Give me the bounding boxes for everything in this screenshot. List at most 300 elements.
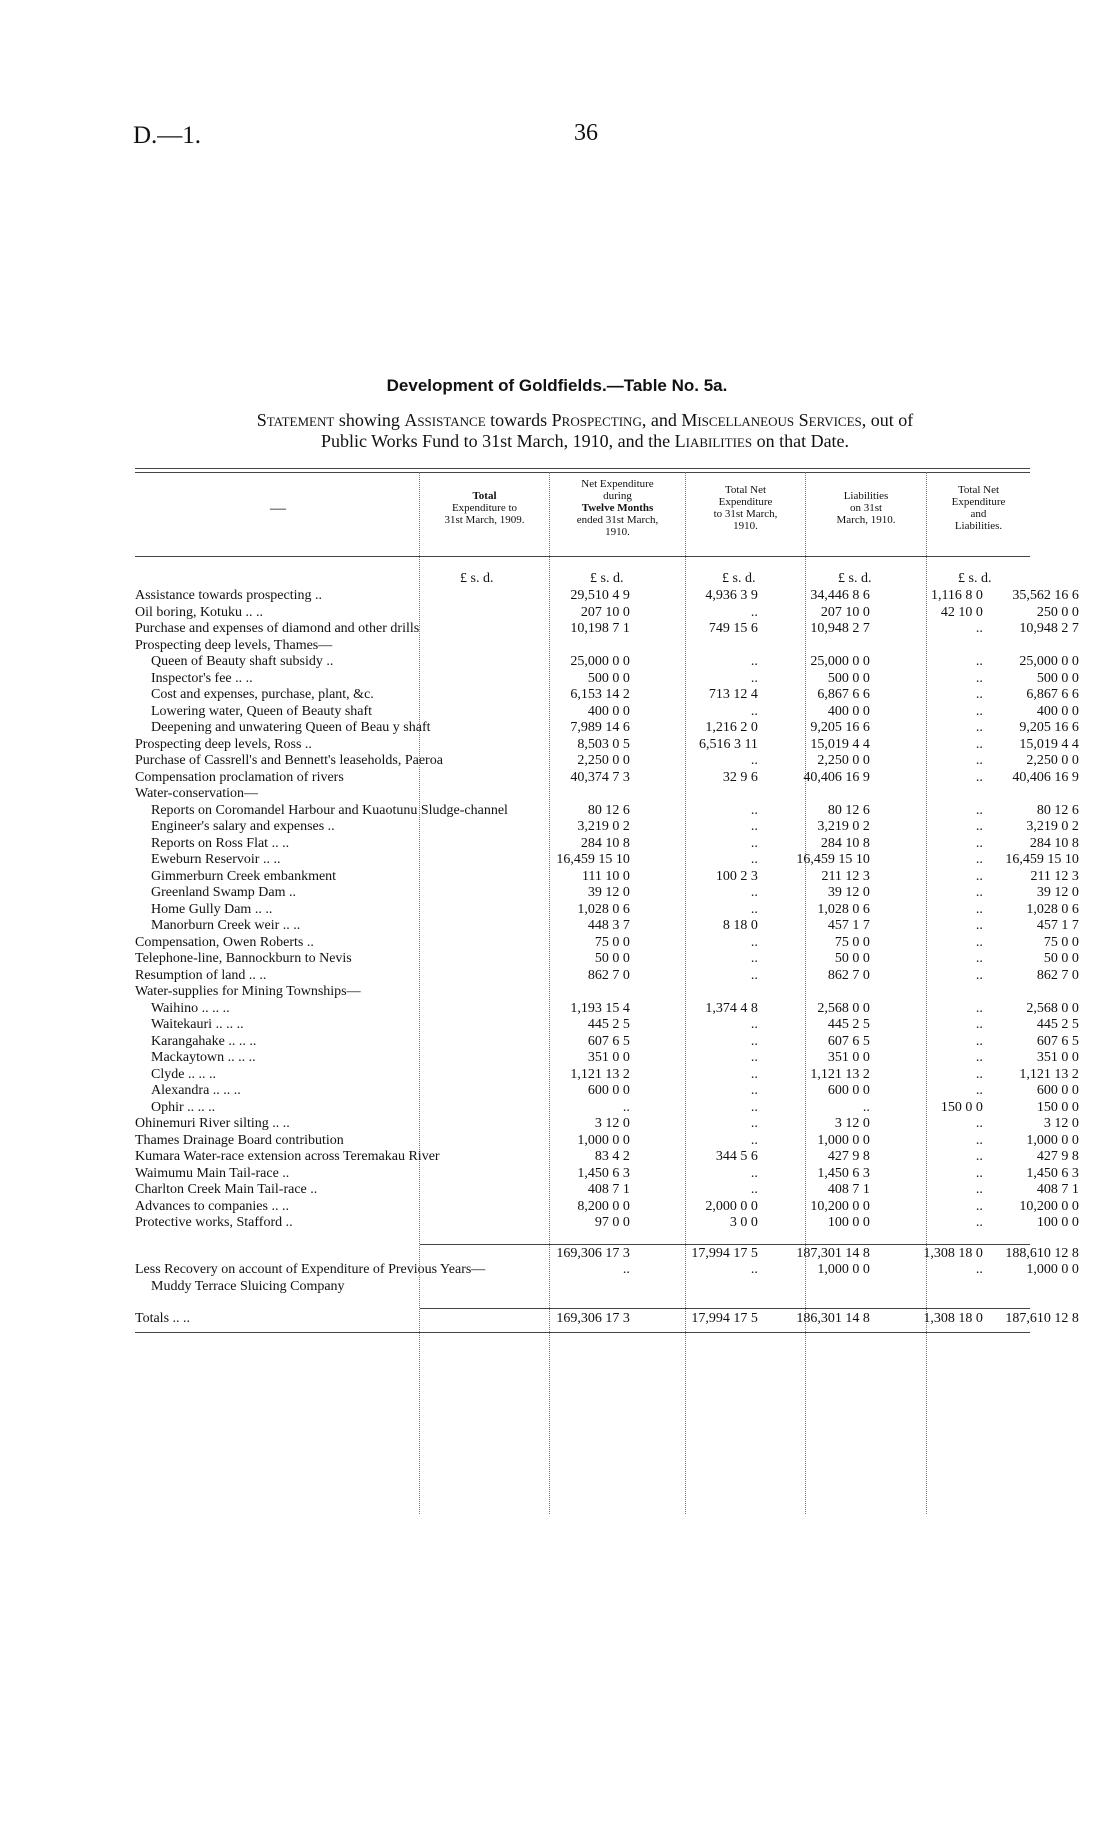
row-label bbox=[135, 1309, 508, 1328]
row-label bbox=[135, 951, 508, 968]
cell-c3: 1,121 13 2 bbox=[810, 1066, 870, 1082]
table-row bbox=[135, 1166, 1079, 1183]
header-col5-b: Expenditure bbox=[951, 496, 1006, 508]
row-label-text: Reports on Coromandel Harbour and Kuaotunu Sludge-channel bbox=[151, 802, 508, 818]
cell-c4: .. bbox=[975, 1198, 983, 1214]
cell-c4: .. bbox=[975, 835, 983, 851]
cell-c2 bbox=[630, 984, 758, 1001]
cell-c1: 169,306 17 3 bbox=[556, 1245, 630, 1261]
subtotal-rule bbox=[420, 1244, 1030, 1245]
header-col2-a: Net Expenditure bbox=[581, 478, 654, 490]
spacer-row bbox=[135, 1295, 1079, 1309]
table-row bbox=[135, 902, 1079, 919]
table-row bbox=[135, 1133, 1079, 1150]
cell-c4: .. bbox=[975, 1066, 983, 1082]
row-label-text: Thames Drainage Board contribution bbox=[135, 1132, 344, 1148]
cell-c4: .. bbox=[975, 1182, 983, 1197]
table-row bbox=[135, 753, 1079, 770]
row-label-text: Waihino .. .. .. bbox=[151, 1000, 230, 1016]
cell-c1 bbox=[508, 786, 630, 803]
table-row bbox=[135, 1215, 1079, 1232]
cell-c5 bbox=[983, 786, 1079, 803]
cell-c1: 83 4 2 bbox=[594, 1149, 630, 1164]
row-label bbox=[135, 638, 508, 655]
cell-c3: 25,000 0 0 bbox=[810, 654, 870, 669]
cell-c1: 7,989 14 6 bbox=[570, 720, 630, 735]
cell-c2: 17,994 17 5 bbox=[691, 1311, 758, 1326]
row-label-text: Manorburn Creek weir .. .. bbox=[151, 918, 301, 933]
row-label-text: Ophir .. .. .. bbox=[151, 1099, 216, 1115]
cell-c3: 40,406 16 9 bbox=[803, 769, 870, 785]
cell-c4: .. bbox=[975, 934, 983, 950]
cell-c3: 34,446 8 6 bbox=[810, 588, 870, 603]
row-label-text: Totals .. .. bbox=[135, 1311, 191, 1326]
cell-c1: 400 0 0 bbox=[587, 703, 630, 719]
cell-c5: 9,205 16 6 bbox=[1019, 720, 1079, 735]
table-row bbox=[135, 1199, 1079, 1216]
cell-c1: 97 0 0 bbox=[594, 1215, 630, 1230]
cell-c4: .. bbox=[975, 621, 983, 636]
cell-c1: 445 2 5 bbox=[587, 1017, 630, 1032]
header-col3-c: to 31st March, bbox=[713, 508, 778, 520]
row-label bbox=[135, 819, 508, 836]
cell-c3: 3,219 0 2 bbox=[817, 819, 870, 834]
row-label bbox=[135, 1133, 508, 1150]
row-label bbox=[135, 984, 508, 1001]
cell-c5: 211 12 3 bbox=[1030, 868, 1079, 884]
cell-c1 bbox=[508, 984, 630, 1001]
header-col5-a: Total Net bbox=[957, 484, 1000, 496]
table-row bbox=[135, 1246, 1079, 1263]
cell-c3: .. bbox=[862, 1099, 870, 1115]
cell-c4: .. bbox=[975, 769, 983, 785]
row-label-text: Deepening and unwatering Queen of Beau y shaft bbox=[151, 720, 431, 735]
bottom-rule bbox=[135, 1332, 1030, 1333]
cell-c2: 1,216 2 0 bbox=[705, 720, 758, 735]
cell-c1: 351 0 0 bbox=[587, 1050, 630, 1065]
row-label bbox=[135, 720, 508, 737]
cell-c3: 1,000 0 0 bbox=[817, 1262, 870, 1277]
cell-c3: 607 6 5 bbox=[827, 1033, 870, 1049]
cell-c4: .. bbox=[975, 753, 983, 768]
cell-c3: 10,948 2 7 bbox=[810, 621, 870, 636]
cell-c4: .. bbox=[975, 1149, 983, 1164]
units-col1: £ s. d. bbox=[460, 571, 494, 586]
row-label-text: Telephone-line, Bannockburn to Nevis bbox=[135, 951, 352, 966]
header-col3-d: 1910. bbox=[733, 520, 758, 532]
row-label bbox=[135, 770, 508, 787]
cell-c2: 32 9 6 bbox=[722, 769, 758, 785]
cell-c4: 1,308 18 0 bbox=[923, 1311, 983, 1326]
cell-c1: .. bbox=[622, 1099, 630, 1115]
table-row bbox=[135, 1100, 1079, 1117]
cell-c1: 10,198 7 1 bbox=[570, 621, 630, 636]
row-label-text: Mackaytown .. .. .. bbox=[151, 1050, 256, 1065]
row-label-text: Water-conservation— bbox=[135, 786, 258, 801]
row-label bbox=[135, 918, 508, 935]
cell-c2: .. bbox=[750, 1050, 758, 1065]
cell-c3: 351 0 0 bbox=[827, 1050, 870, 1065]
table-row bbox=[135, 1017, 1079, 1034]
row-label-text: Waitekauri .. .. .. bbox=[151, 1017, 244, 1032]
header-col4-c: March, 1910. bbox=[836, 514, 896, 526]
cell-c1: 75 0 0 bbox=[594, 934, 630, 950]
row-label bbox=[135, 588, 508, 605]
row-label-text: Queen of Beauty shaft subsidy .. bbox=[151, 654, 334, 669]
cell-c2: .. bbox=[750, 604, 758, 620]
row-label bbox=[135, 1149, 508, 1166]
row-label bbox=[135, 968, 508, 985]
cell-c4: 1,116 8 0 bbox=[930, 588, 983, 603]
cell-c2: 713 12 4 bbox=[708, 687, 758, 702]
cell-c5: 188,610 12 8 bbox=[1005, 1245, 1079, 1261]
header-col1 bbox=[420, 490, 549, 526]
cell-c1: 1,450 6 3 bbox=[577, 1165, 630, 1181]
cell-c1: 29,510 4 9 bbox=[570, 588, 630, 603]
cell-c5: 10,948 2 7 bbox=[1019, 621, 1079, 636]
row-label-text-2: Muddy Terrace Sluicing Company bbox=[151, 1278, 345, 1294]
cell-c1: 1,121 13 2 bbox=[570, 1066, 630, 1082]
row-label bbox=[135, 1017, 508, 1034]
cell-c2: .. bbox=[750, 934, 758, 950]
cell-c5: 2,250 0 0 bbox=[1026, 753, 1079, 768]
cell-c4: .. bbox=[975, 1132, 983, 1148]
row-label bbox=[135, 1067, 508, 1084]
cell-c4: .. bbox=[975, 687, 983, 702]
row-label-text: Compensation proclamation of rivers bbox=[135, 769, 344, 785]
header-col4 bbox=[806, 490, 926, 526]
header-col4-b: on 31st bbox=[849, 502, 883, 514]
table-row bbox=[135, 951, 1079, 968]
table-row bbox=[135, 1182, 1079, 1199]
cell-c1: 39 12 0 bbox=[587, 885, 630, 900]
cell-c2: .. bbox=[750, 1017, 758, 1032]
spacer-cell bbox=[135, 1295, 1079, 1309]
units-col3: £ s. d. bbox=[722, 571, 756, 586]
row-label bbox=[135, 753, 508, 770]
row-label-text: Lowering water, Queen of Beauty shaft bbox=[151, 703, 373, 719]
cell-c3: 39 12 0 bbox=[827, 885, 870, 900]
cell-c2: .. bbox=[750, 1083, 758, 1098]
cell-c1: .. bbox=[622, 1262, 630, 1277]
cell-c5: 400 0 0 bbox=[1036, 703, 1079, 719]
units-col5: £ s. d. bbox=[958, 571, 992, 586]
units-col2: £ s. d. bbox=[590, 571, 624, 586]
row-label-text: Engineer's salary and expenses .. bbox=[151, 819, 335, 834]
cell-c3: 457 1 7 bbox=[827, 918, 870, 933]
cell-c5: 1,000 0 0 bbox=[1026, 1262, 1079, 1277]
table-row bbox=[135, 1034, 1079, 1051]
cell-c1: 40,374 7 3 bbox=[570, 769, 630, 785]
row-label bbox=[135, 654, 508, 671]
header-col3-b: Expenditure bbox=[718, 496, 773, 508]
cell-c1: 1,000 0 0 bbox=[577, 1132, 630, 1148]
cell-c3: 862 7 0 bbox=[827, 967, 870, 983]
cell-c3: 1,450 6 3 bbox=[817, 1165, 870, 1181]
header-col1-c: 31st March, 1909. bbox=[444, 514, 525, 526]
cell-c2: .. bbox=[750, 703, 758, 719]
header-col4-a: Liabilities bbox=[843, 490, 889, 502]
header-col2-c: Twelve Months bbox=[581, 502, 654, 514]
header-col1-a: Total bbox=[472, 490, 497, 502]
cell-c4: .. bbox=[975, 868, 983, 884]
row-label-text: Compensation, Owen Roberts .. bbox=[135, 934, 314, 950]
cell-c3: 427 9 8 bbox=[827, 1149, 870, 1164]
cell-c4: .. bbox=[975, 703, 983, 719]
cell-c3: 2,250 0 0 bbox=[817, 753, 870, 768]
cell-c1: 607 6 5 bbox=[587, 1033, 630, 1049]
cell-c3: 2,568 0 0 bbox=[817, 1000, 870, 1016]
cell-c2: .. bbox=[750, 967, 758, 983]
row-label-text: Protective works, Stafford .. bbox=[135, 1215, 293, 1230]
table-row bbox=[135, 1083, 1079, 1100]
cell-c4: .. bbox=[975, 1262, 983, 1277]
cell-c2 bbox=[630, 786, 758, 803]
cell-c3: 9,205 16 6 bbox=[810, 720, 870, 735]
table-row bbox=[135, 687, 1079, 704]
cell-c2: .. bbox=[750, 1165, 758, 1181]
cell-c5: 50 0 0 bbox=[1043, 951, 1079, 966]
cell-c3: 186,301 14 8 bbox=[796, 1311, 870, 1326]
cell-c2: .. bbox=[750, 1182, 758, 1197]
row-label bbox=[135, 935, 508, 952]
cell-c1 bbox=[508, 638, 630, 655]
expenditure-table bbox=[135, 588, 1079, 1328]
cell-c2: .. bbox=[750, 835, 758, 851]
cell-c2 bbox=[630, 638, 758, 655]
cell-c3: 100 0 0 bbox=[827, 1215, 870, 1230]
row-label-text: Waimumu Main Tail-race .. bbox=[135, 1165, 290, 1181]
row-label bbox=[135, 1034, 508, 1051]
cell-c2: .. bbox=[750, 819, 758, 834]
table-row bbox=[135, 1116, 1079, 1133]
row-label bbox=[135, 836, 508, 853]
cell-c5: 40,406 16 9 bbox=[1012, 769, 1079, 785]
cell-c4: .. bbox=[975, 654, 983, 669]
row-label bbox=[135, 1116, 508, 1133]
totals-rule bbox=[420, 1308, 1030, 1309]
table-row bbox=[135, 984, 1079, 1001]
row-label bbox=[135, 671, 508, 688]
cell-c3: 10,200 0 0 bbox=[810, 1198, 870, 1214]
row-label bbox=[135, 1246, 508, 1263]
cell-c2: 17,994 17 5 bbox=[691, 1245, 758, 1261]
table-row bbox=[135, 1309, 1079, 1328]
cell-c5: 150 0 0 bbox=[1036, 1099, 1079, 1115]
cell-c5: 25,000 0 0 bbox=[1019, 654, 1079, 669]
row-label bbox=[135, 885, 508, 902]
table-row bbox=[135, 852, 1079, 869]
cell-c1: 50 0 0 bbox=[594, 951, 630, 966]
cell-c3: 1,028 0 6 bbox=[817, 901, 870, 917]
row-label-text: Charlton Creek Main Tail-race .. bbox=[135, 1182, 318, 1197]
row-label-text: Inspector's fee .. .. bbox=[151, 670, 253, 686]
row-label-text: Kumara Water-race extension across Teremakau River bbox=[135, 1149, 440, 1164]
header-col2-d: ended 31st March, bbox=[576, 514, 659, 526]
cell-c2: .. bbox=[750, 1033, 758, 1049]
cell-c5: 445 2 5 bbox=[1036, 1017, 1079, 1032]
cell-c5: 284 10 8 bbox=[1029, 835, 1079, 851]
table-row bbox=[135, 621, 1079, 638]
cell-c5: 457 1 7 bbox=[1036, 918, 1079, 933]
top-rule bbox=[135, 468, 1030, 469]
header-blank: — bbox=[270, 500, 286, 517]
table-row bbox=[135, 1050, 1079, 1067]
row-label bbox=[135, 621, 508, 638]
cell-c4: .. bbox=[975, 1215, 983, 1230]
row-label bbox=[135, 687, 508, 704]
cell-c4: .. bbox=[975, 918, 983, 933]
cell-c4: .. bbox=[975, 1000, 983, 1016]
row-label bbox=[135, 1001, 508, 1018]
cell-c1: 111 10 0 bbox=[581, 868, 630, 884]
cell-c5: 862 7 0 bbox=[1036, 967, 1079, 983]
table-row bbox=[135, 918, 1079, 935]
row-label bbox=[135, 852, 508, 869]
cell-c4: .. bbox=[975, 852, 983, 867]
cell-c3: 211 12 3 bbox=[821, 868, 870, 884]
cell-c2: .. bbox=[750, 1066, 758, 1082]
header-col2 bbox=[550, 478, 685, 538]
page-number: 36 bbox=[574, 120, 598, 146]
cell-c2: .. bbox=[750, 802, 758, 818]
row-label bbox=[135, 1262, 508, 1295]
table-row bbox=[135, 1149, 1079, 1166]
cell-c1: 284 10 8 bbox=[580, 835, 630, 851]
cell-c5: 187,610 12 8 bbox=[1005, 1311, 1079, 1326]
row-label bbox=[135, 704, 508, 721]
top-rule-2 bbox=[135, 472, 1030, 473]
row-label bbox=[135, 1199, 508, 1216]
cell-c5: 39 12 0 bbox=[1036, 885, 1079, 900]
cell-c2: .. bbox=[750, 1262, 758, 1277]
cell-c5: 3 12 0 bbox=[1043, 1116, 1079, 1131]
cell-c2: .. bbox=[750, 753, 758, 768]
cell-c1: 80 12 6 bbox=[587, 802, 630, 818]
table-row bbox=[135, 671, 1079, 688]
cell-c3: 284 10 8 bbox=[820, 835, 870, 851]
cell-c5: 351 0 0 bbox=[1036, 1050, 1079, 1065]
units-col4: £ s. d. bbox=[838, 571, 872, 586]
header-col5-d: Liabilities. bbox=[954, 520, 1003, 532]
cell-c4 bbox=[870, 786, 983, 803]
cell-c5: 1,121 13 2 bbox=[1019, 1066, 1079, 1082]
cell-c4: .. bbox=[975, 1050, 983, 1065]
cell-c1: 6,153 14 2 bbox=[570, 687, 630, 702]
row-label bbox=[135, 737, 508, 754]
cell-c2: .. bbox=[750, 852, 758, 867]
row-label-text: Cost and expenses, purchase, plant, &c. bbox=[151, 687, 374, 702]
cell-c4: .. bbox=[975, 802, 983, 818]
table-row bbox=[135, 654, 1079, 671]
cell-c3: 80 12 6 bbox=[827, 802, 870, 818]
row-label-text: Less Recovery on account of Expenditure of Previous Years— bbox=[135, 1262, 486, 1277]
row-label-text: Karangahake .. .. .. bbox=[151, 1033, 257, 1049]
header-col5 bbox=[927, 484, 1030, 532]
cell-c5 bbox=[983, 984, 1079, 1001]
table-row bbox=[135, 770, 1079, 787]
cell-c4: 150 0 0 bbox=[940, 1099, 983, 1115]
cell-c1: 207 10 0 bbox=[580, 604, 630, 620]
cell-c1: 169,306 17 3 bbox=[556, 1311, 630, 1326]
table-row bbox=[135, 605, 1079, 622]
cell-c1: 2,250 0 0 bbox=[577, 753, 630, 768]
cell-c2: 6,516 3 11 bbox=[698, 736, 758, 752]
cell-c5: 75 0 0 bbox=[1043, 934, 1079, 950]
cell-c1: 8,200 0 0 bbox=[577, 1198, 630, 1214]
cell-c2: .. bbox=[750, 951, 758, 966]
cell-c4: .. bbox=[975, 819, 983, 834]
cell-c3: 600 0 0 bbox=[827, 1083, 870, 1098]
table-row bbox=[135, 1067, 1079, 1084]
row-label bbox=[135, 902, 508, 919]
header-col1-b: Expenditure to bbox=[451, 502, 518, 514]
row-label-text: Gimmerburn Creek embankment bbox=[151, 868, 337, 884]
row-label-text: Assistance towards prospecting .. bbox=[135, 588, 323, 603]
cell-c2: .. bbox=[750, 1132, 758, 1148]
cell-c5: 100 0 0 bbox=[1036, 1215, 1079, 1230]
cell-c5: 6,867 6 6 bbox=[1026, 687, 1079, 702]
cell-c4: .. bbox=[975, 720, 983, 735]
row-label-text: Home Gully Dam .. .. bbox=[151, 901, 273, 917]
table-row bbox=[135, 836, 1079, 853]
cell-c3: 207 10 0 bbox=[820, 604, 870, 620]
table-row bbox=[135, 704, 1079, 721]
page-reference: D.—1. bbox=[133, 122, 202, 149]
table-row bbox=[135, 737, 1079, 754]
cell-c5 bbox=[983, 638, 1079, 655]
row-label bbox=[135, 1166, 508, 1183]
cell-c5: 1,028 0 6 bbox=[1026, 901, 1079, 917]
cell-c2: .. bbox=[750, 901, 758, 917]
table-row bbox=[135, 1262, 1079, 1295]
cell-c2: 1,374 4 8 bbox=[705, 1000, 758, 1016]
cell-c4: 42 10 0 bbox=[940, 604, 983, 620]
header-col2-b: during bbox=[603, 490, 632, 502]
row-label-text: Prospecting deep levels, Ross .. bbox=[135, 736, 312, 752]
cell-c2: .. bbox=[750, 654, 758, 669]
cell-c3: 16,459 15 10 bbox=[796, 852, 870, 867]
cell-c4 bbox=[870, 984, 983, 1001]
cell-c5: 500 0 0 bbox=[1036, 670, 1079, 686]
cell-c4: .. bbox=[975, 885, 983, 900]
row-label-text: Greenland Swamp Dam .. bbox=[151, 885, 297, 900]
cell-c5: 607 6 5 bbox=[1036, 1033, 1079, 1049]
row-label-text: Prospecting deep levels, Thames— bbox=[135, 637, 333, 653]
cell-c3: 15,019 4 4 bbox=[810, 736, 870, 752]
cell-c5: 1,000 0 0 bbox=[1026, 1132, 1079, 1148]
cell-c2: 3 0 0 bbox=[729, 1215, 758, 1230]
cell-c3: 3 12 0 bbox=[834, 1116, 870, 1131]
cell-c5: 35,562 16 6 bbox=[1012, 588, 1079, 603]
cell-c3: 6,867 6 6 bbox=[817, 687, 870, 702]
cell-c2: 749 15 6 bbox=[708, 621, 758, 636]
cell-c2: 344 5 6 bbox=[715, 1149, 758, 1164]
row-label bbox=[135, 869, 508, 886]
row-label bbox=[135, 605, 508, 622]
table-row bbox=[135, 803, 1079, 820]
row-label bbox=[135, 1215, 508, 1232]
header-rule bbox=[135, 556, 1030, 557]
cell-c3: 50 0 0 bbox=[834, 951, 870, 966]
cell-c5: 250 0 0 bbox=[1036, 604, 1079, 620]
cell-c3: 408 7 1 bbox=[827, 1182, 870, 1197]
row-label-text: Eweburn Reservoir .. .. bbox=[151, 852, 281, 867]
table-row bbox=[135, 935, 1079, 952]
cell-c3: 445 2 5 bbox=[827, 1017, 870, 1032]
row-label-text: Ohinemuri River silting .. .. bbox=[135, 1116, 290, 1131]
row-label-text: Purchase of Cassrell's and Bennett's leaseholds, Paeroa bbox=[135, 753, 443, 768]
